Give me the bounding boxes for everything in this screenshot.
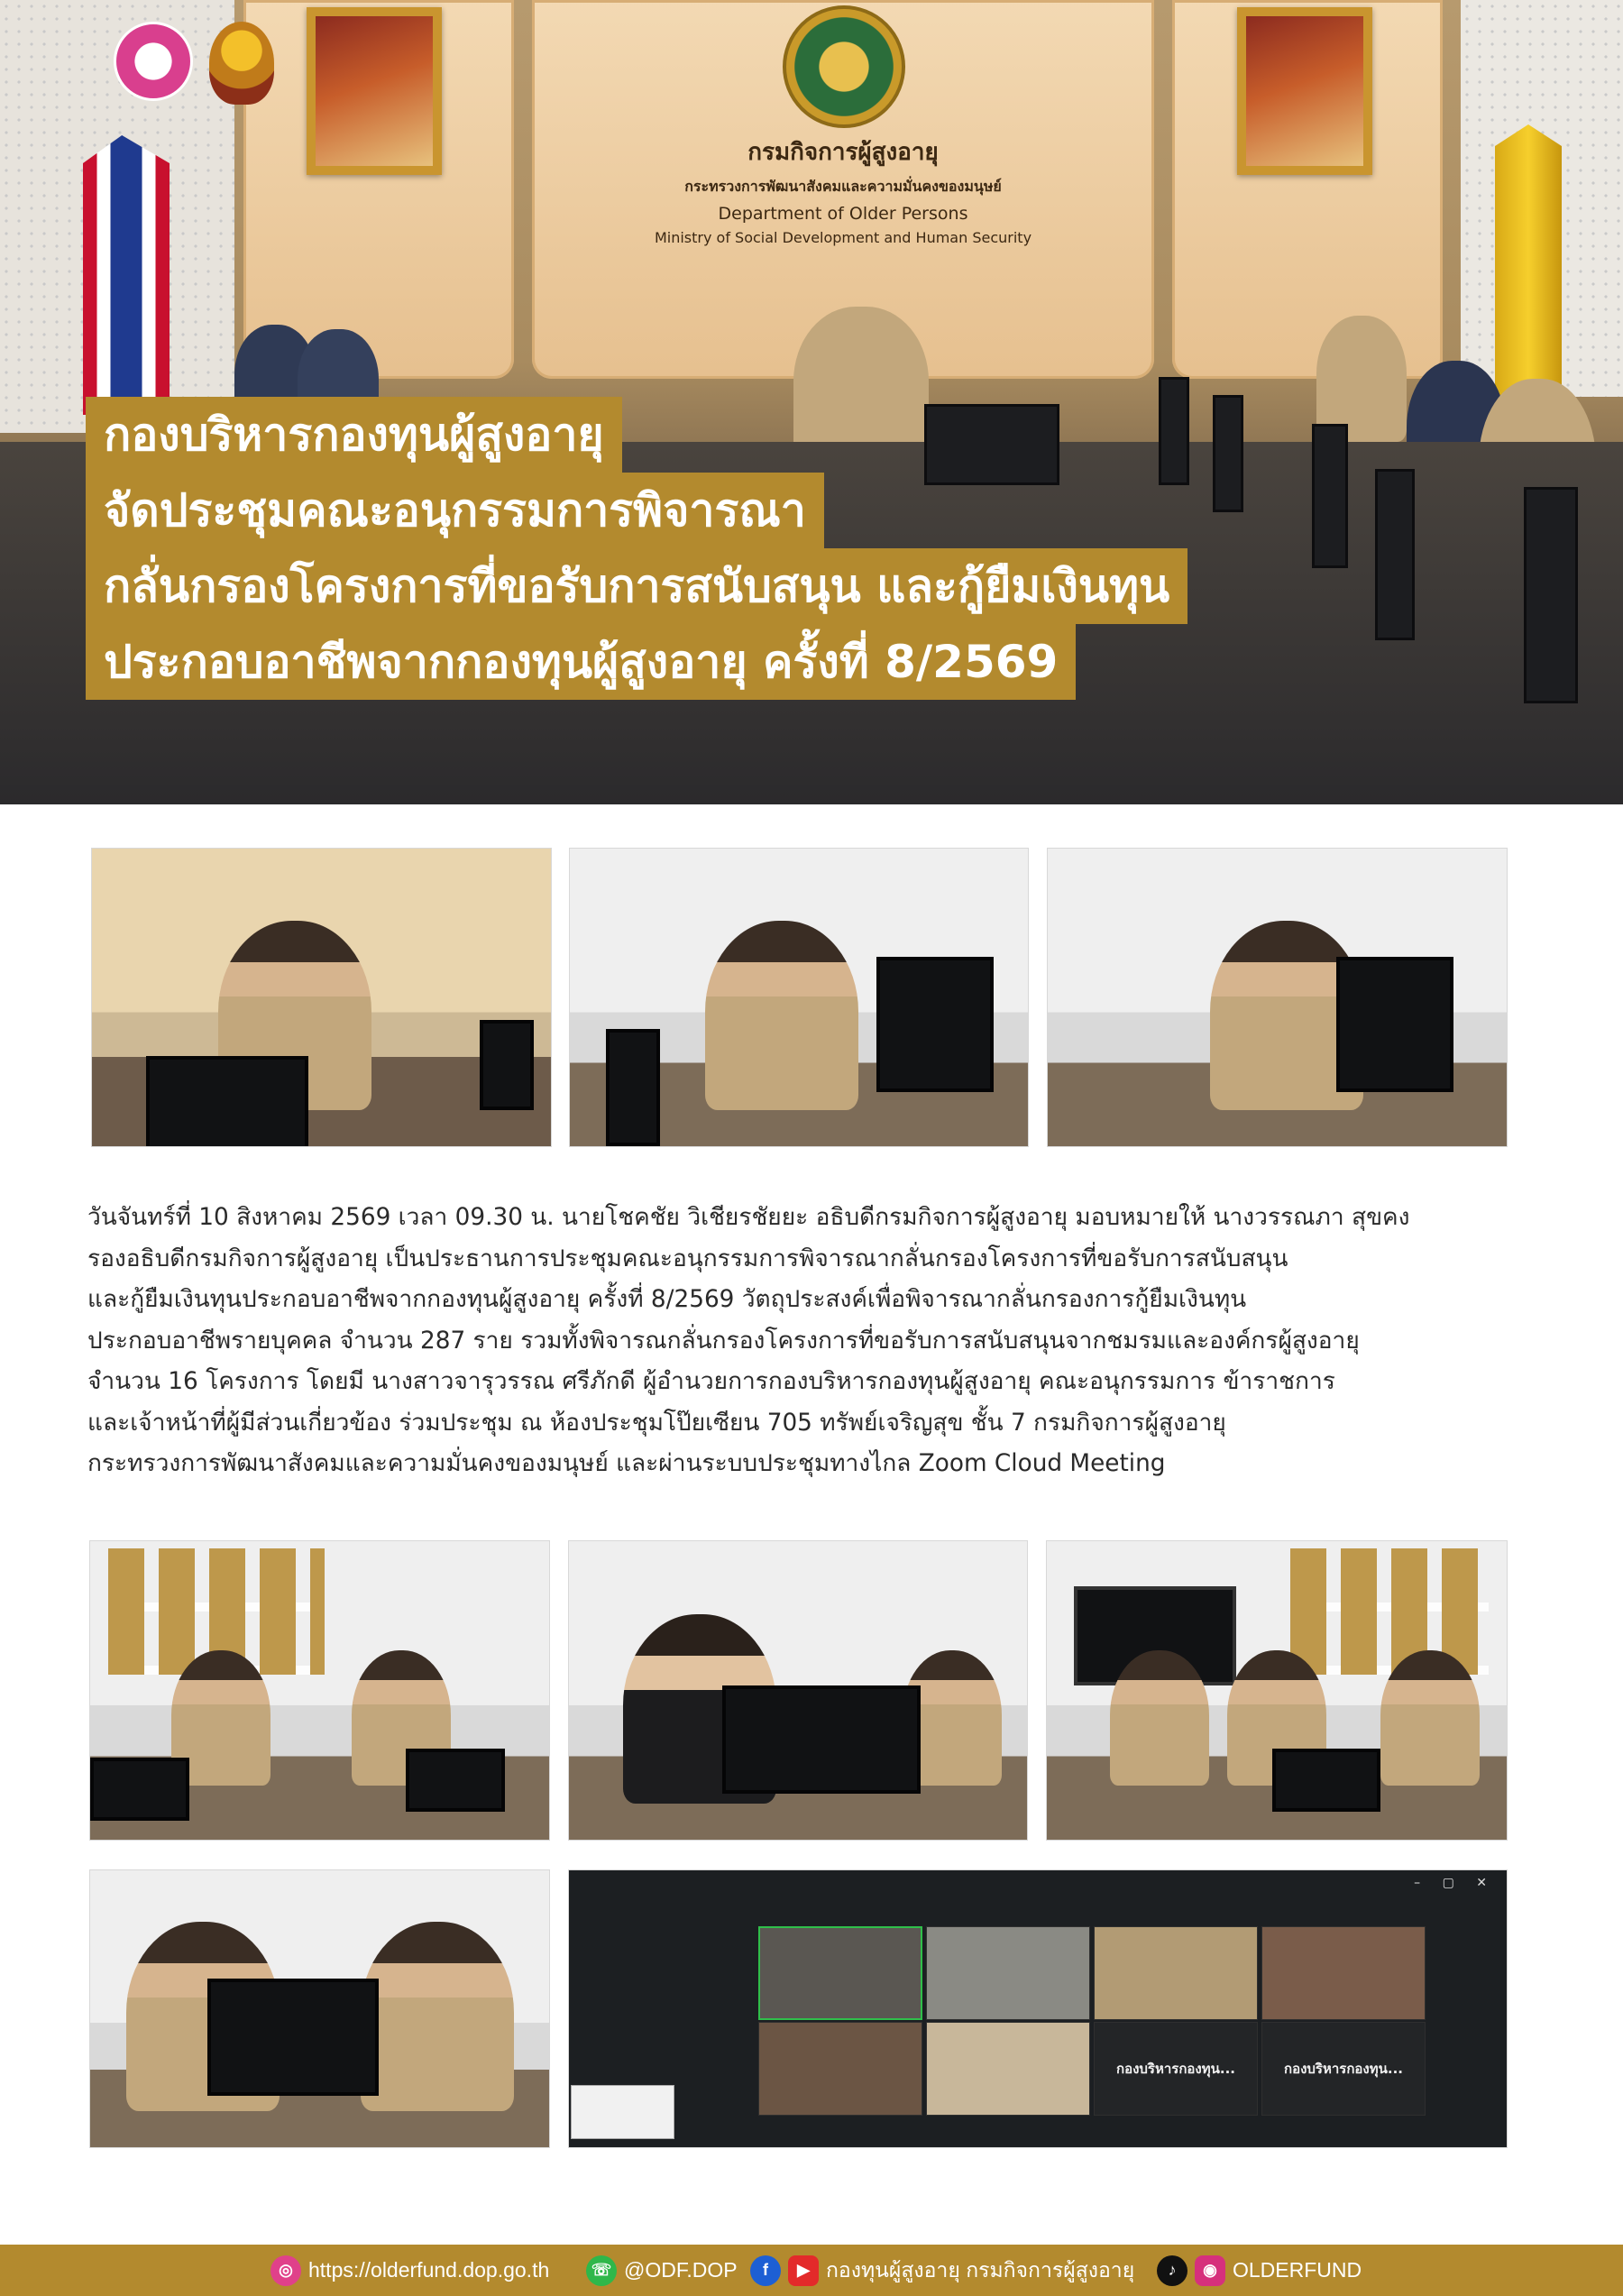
- monitor: [207, 1979, 379, 2096]
- body-line: ประกอบอาชีพรายบุคคล จำนวน 287 ราย รวมทั้งพิจารณกลั่นกรองโครงการที่ขอรับการสนับสนุนจากชมรมและองค์กรผู้สูงอายุ: [87, 1327, 1360, 1355]
- thai-flag: [83, 135, 170, 415]
- portrait-frames: [1290, 1548, 1489, 1675]
- shared-document: [571, 2085, 674, 2139]
- video-tile: [926, 2022, 1090, 2116]
- footer-bar: [0, 2245, 1623, 2296]
- video-tile: [758, 1926, 922, 2020]
- facebook-page-name: กองทุนผู้สูงอายุ กรมกิจการผู้สูงอายุ: [826, 2257, 1135, 2282]
- line-link[interactable]: [586, 2245, 738, 2296]
- meeting-photo: [569, 848, 1029, 1147]
- globe-icon: ◎: [270, 2255, 301, 2286]
- social-handle: OLDERFUND: [1233, 2258, 1362, 2282]
- article-body: [87, 1198, 1510, 1485]
- video-tile-label: กองบริหารกองทุน...: [1261, 2022, 1426, 2116]
- official-figure: [361, 1922, 514, 2111]
- meeting-photo: [568, 1540, 1028, 1841]
- attendee: [1316, 316, 1407, 442]
- monitor: [1524, 487, 1578, 703]
- monitor: [1159, 377, 1189, 485]
- monitor: [406, 1749, 505, 1812]
- monitor: [722, 1685, 921, 1794]
- zoom-meeting-screenshot: [568, 1869, 1508, 2148]
- ministry-name-en: Department of Older Persons: [718, 204, 968, 224]
- website-link[interactable]: [270, 2245, 549, 2296]
- monitor: [1375, 469, 1415, 640]
- line-id: @ODF.DOP: [624, 2258, 738, 2282]
- instagram-icon: ◉: [1195, 2255, 1225, 2286]
- monitor: [146, 1056, 308, 1147]
- headline-line: กลั่นกรองโครงการที่ขอรับการสนับสนุน และกู้ยืมเงินทุน: [86, 548, 1187, 624]
- video-tile-label: กองบริหารกองทุน...: [1094, 2022, 1258, 2116]
- monitor: [1272, 1749, 1380, 1812]
- ministry-sub-th: กระทรวงการพัฒนาสังคมและความมั่นคงของมนุษย์: [684, 178, 1002, 195]
- royal-portrait: [307, 7, 442, 175]
- tiktok-instagram-link[interactable]: [1157, 2245, 1362, 2296]
- monitor: [1213, 395, 1243, 512]
- video-tile: [1094, 1926, 1258, 2020]
- body-line: จำนวน 16 โครงการ โดยมี นางสาวจารุวรรณ ศรีภักดี ผู้อำนวยการกองบริหารกองทุนผู้สูงอายุ คณะอนุกรรมการ ข้าราชการ: [87, 1368, 1335, 1395]
- official-figure: [705, 921, 858, 1110]
- monitor: [1336, 957, 1453, 1092]
- royal-portrait: [1237, 7, 1372, 175]
- meeting-photo: [89, 1869, 550, 2148]
- facebook-icon: f: [750, 2255, 781, 2286]
- tiktok-icon: ♪: [1157, 2255, 1187, 2286]
- ministry-seal-icon: [783, 5, 905, 128]
- body-line: และเจ้าหน้าที่ผู้มีส่วนเกี่ยวข้อง ร่วมประชุม ณ ห้องประชุมโป๊ยเซียน 705 ทรัพย์เจริญสุข ชั้น 7 กรมกิจการผู้สูงอายุ: [87, 1409, 1226, 1437]
- monitor: [606, 1029, 660, 1146]
- ministry-logo-icon: [114, 22, 193, 101]
- monitor: [1312, 424, 1348, 568]
- meeting-photo: [1046, 1540, 1508, 1841]
- ministry-sub-en: Ministry of Social Development and Human Security: [654, 229, 1032, 246]
- website-url: https://olderfund.dop.go.th: [308, 2258, 550, 2282]
- window-controls: – ▢ ✕: [1414, 1876, 1496, 1890]
- video-tile: [926, 1926, 1090, 2020]
- ministry-signage: [541, 133, 1145, 246]
- monitor: [90, 1758, 189, 1821]
- body-line: วันจันทร์ที่ 10 สิงหาคม 2569 เวลา 09.30 น. นายโชคชัย วิเชียรชัยยะ อธิบดีกรมกิจการผู้สูงอายุ มอบหมายให้ นางวรรณภา สุขคง: [87, 1204, 1410, 1231]
- monitor: [480, 1020, 534, 1110]
- youtube-icon: ▶: [788, 2255, 819, 2286]
- monitor: [924, 404, 1059, 485]
- headline-line: จัดประชุมคณะอนุกรรมการพิจารณา: [86, 473, 824, 548]
- headline-line: กองบริหารกองทุนผู้สูงอายุ: [86, 397, 622, 473]
- meeting-photo: [91, 848, 552, 1147]
- body-line: กระทรวงการพัฒนาสังคมและความมั่นคงของมนุษย์ และผ่านระบบประชุมทางไกล Zoom Cloud Meeting: [87, 1450, 1166, 1477]
- yellow-flag: [1495, 124, 1562, 395]
- ministry-name-th: กรมกิจการผู้สูงอายุ: [747, 139, 939, 166]
- video-tile: [1261, 1926, 1426, 2020]
- meeting-photo: [1047, 848, 1508, 1147]
- hero-photo: [0, 0, 1623, 804]
- video-tile: [758, 2022, 922, 2116]
- official-figure: [1380, 1650, 1480, 1786]
- monitor: [876, 957, 994, 1092]
- official-figure: [1110, 1650, 1209, 1786]
- facebook-youtube-link[interactable]: [750, 2245, 1134, 2296]
- headline-line: ประกอบอาชีพจากกองทุนผู้สูงอายุ ครั้งที่ 8/2569: [86, 624, 1076, 700]
- meeting-photo: [89, 1540, 550, 1841]
- video-grid: [758, 1926, 1426, 2116]
- fund-logo-icon: [209, 22, 274, 105]
- body-line: รองอธิบดีกรมกิจการผู้สูงอายุ เป็นประธานการประชุมคณะอนุกรรมการพิจารณากลั่นกรองโครงการที่ขอรับการสนับสนุน: [87, 1244, 1288, 1272]
- body-line: และกู้ยืมเงินทุนประกอบอาชีพจากกองทุนผู้สูงอายุ ครั้งที่ 8/2569 วัตถุประสงค์เพื่อพิจารณากลั่นกรองการกู้ยืมเงินทุน: [87, 1286, 1247, 1313]
- line-icon: ☏: [586, 2255, 617, 2286]
